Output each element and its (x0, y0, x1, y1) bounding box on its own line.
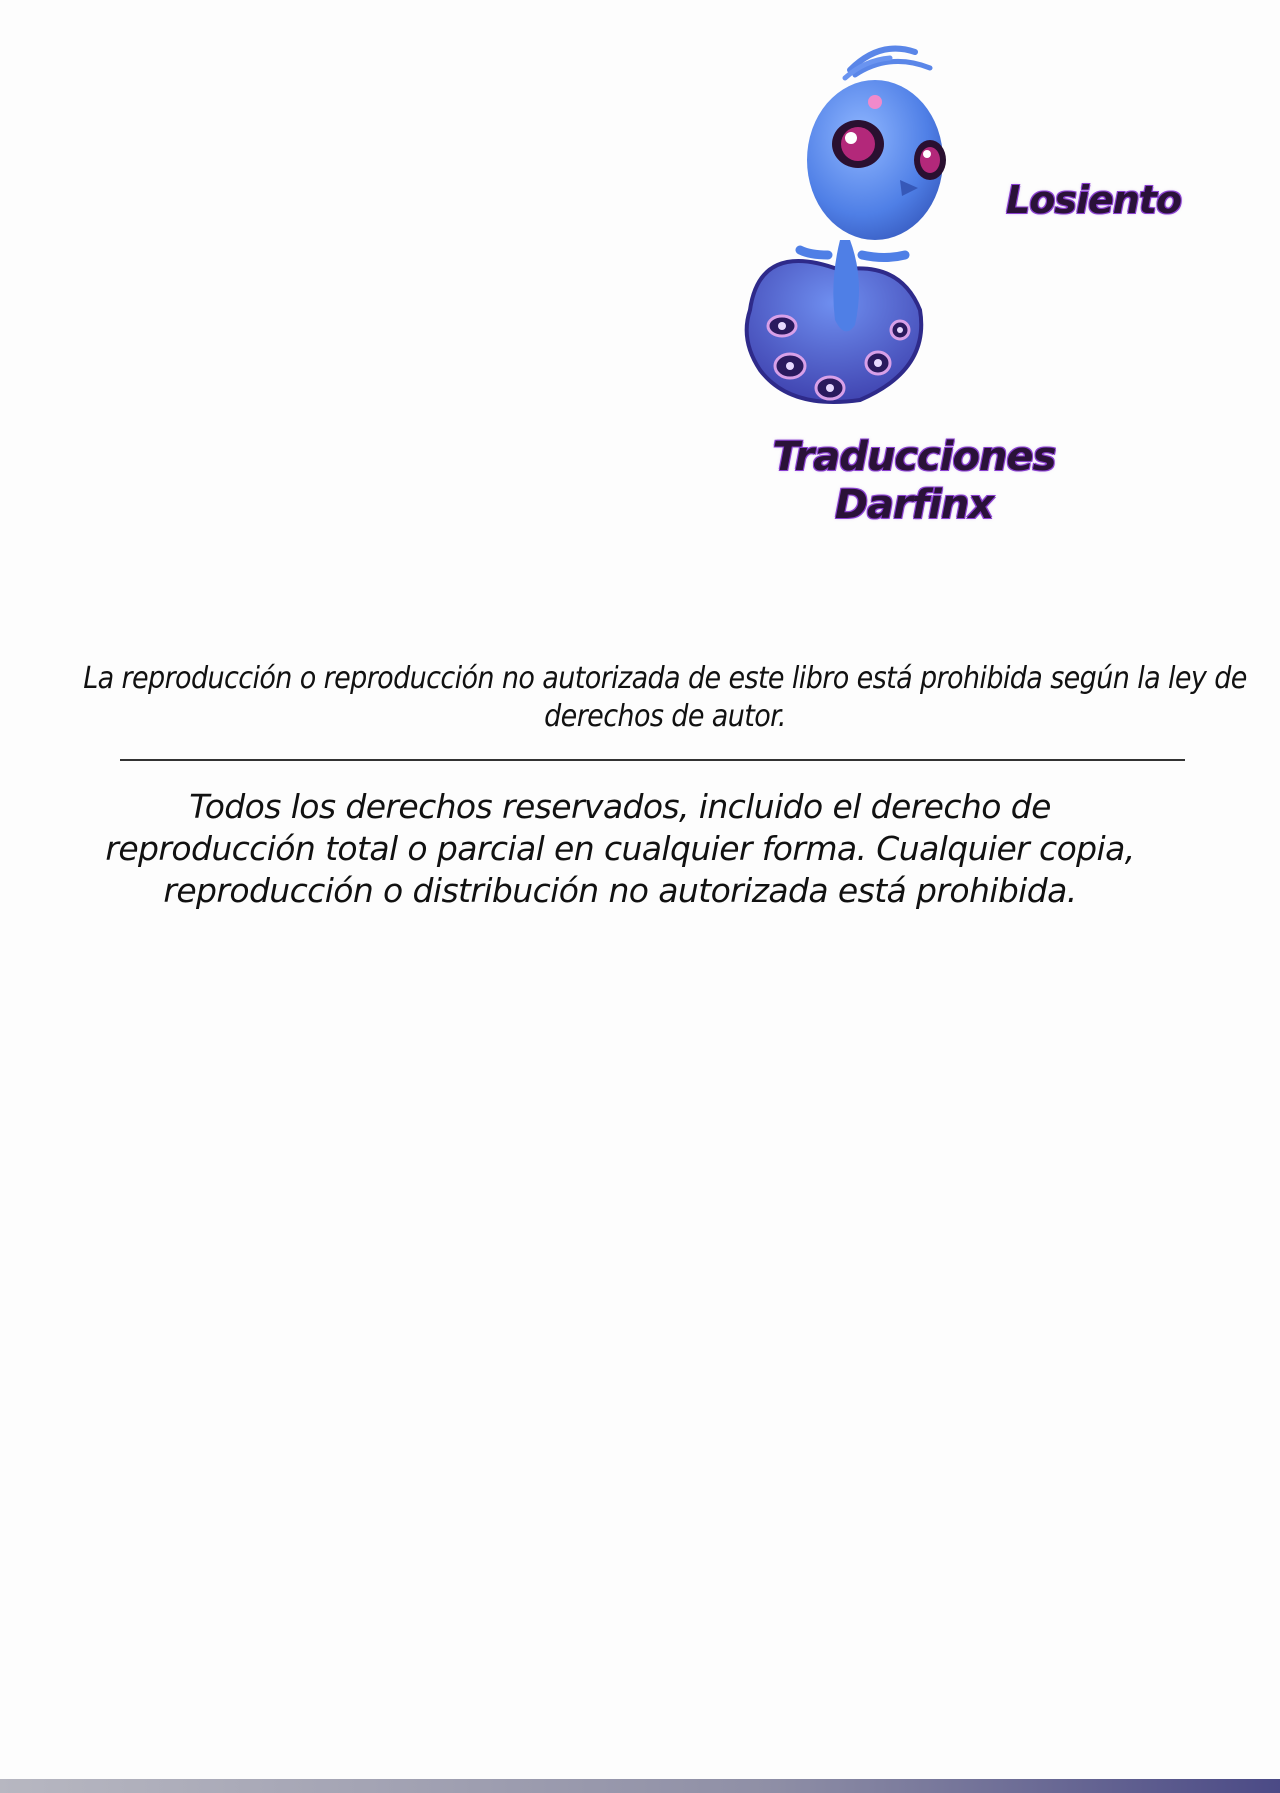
brand-title (764, 433, 1064, 529)
divider-line (120, 759, 1185, 761)
brand-title-line-2: Darfinx (834, 482, 994, 528)
copyright-notice: La reproducción o reproducción no autorizada de este libro está prohibida según la ley de derechos de autor. (83, 661, 1247, 734)
brand-title-line-1: Traducciones (772, 434, 1056, 480)
peacock-mascot-icon (730, 40, 1010, 420)
rights-reserved-text: Todos los derechos reservados, incluido el derecho de reproducción total o parcial en cualquier forma. Cualquier copia, reproducción o distribución no autorizada está prohibida. (105, 787, 1135, 910)
bottom-edge-bar (0, 1779, 1280, 1793)
brand-losiento: Losiento (1006, 178, 1182, 222)
